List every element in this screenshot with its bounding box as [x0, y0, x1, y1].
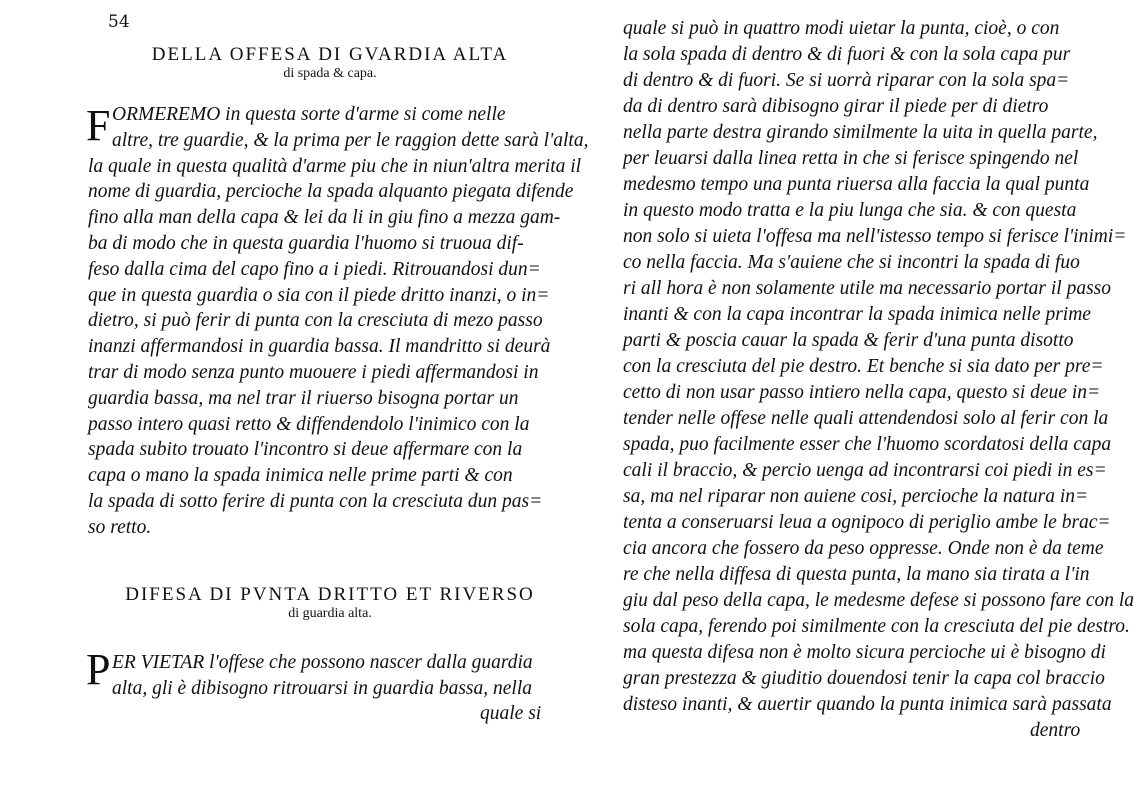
- text-line: tender nelle offese nelle quali attendendosi solo al ferir con la: [623, 408, 1109, 429]
- page-number: 54: [108, 12, 130, 32]
- text-line: fino alla man della capa & lei da li in giu fino a mezza gam-: [88, 207, 561, 229]
- section-subtitle-offesa: di spada & capa.: [283, 66, 377, 81]
- text-line: in questo modo tratta e la piu lunga che sia. & con questa: [623, 200, 1077, 221]
- text-line: cia ancora che fossero da peso oppresse. Onde non è da teme: [623, 538, 1104, 559]
- text-line: sola capa, ferendo poi similmente con la cresciuta del pie destro.: [623, 616, 1130, 637]
- text-line: ri all hora è non solamente utile ma necessario portar il passo: [623, 278, 1112, 299]
- text-line: alta, gli è dibisogno ritrouarsi in guardia bassa, nella: [112, 677, 533, 699]
- text-line: capa o mano la spada inimica nelle prime parti & con: [88, 465, 513, 487]
- text-line: spada, puo facilmente esser che l'huomo scordatosi della capa: [623, 434, 1112, 455]
- text-line: quale si: [480, 703, 542, 724]
- section-subtitle-difesa: di guardia alta.: [288, 606, 372, 621]
- dropcap-p: P: [86, 645, 111, 694]
- text-line: la quale in questa qualità d'arme piu che in niun'altra merita il: [88, 155, 582, 177]
- text-line: ER VIETAR l'offese che possono nascer dalla guardia: [112, 652, 533, 673]
- text-line: ba di modo che in questa guardia l'huomo si truoua dif-: [88, 233, 524, 254]
- text-line: passo intero quasi retto & diffendendolo l'inimico con la: [88, 413, 530, 435]
- text-line: cali il braccio, & percio uenga ad incontrarsi coi piedi in es=: [623, 460, 1107, 481]
- text-line: con la cresciuta del pie destro. Et benche si sia dato per pre=: [623, 356, 1104, 377]
- text-line: la spada di sotto ferire di punta con la cresciuta dun pas=: [88, 491, 543, 512]
- text-line: cetto di non usar passo intiero nella capa, questo si deue in=: [623, 382, 1101, 403]
- text-line: di dentro & di fuori. Se si uorrà riparar con la sola spa=: [623, 70, 1070, 91]
- text-line: non solo si uieta l'offesa ma nell'istesso tempo si ferisce l'inimi=: [623, 226, 1127, 247]
- section-title-difesa: DIFESA DI PVNTA DRITTO ET RIVERSO: [125, 584, 535, 605]
- text-line: co nella faccia. Ma s'auiene che si incontri la spada di fuo: [623, 252, 1080, 273]
- text-line: dietro, si può ferir di punta con la cresciuta di mezo passo: [88, 310, 543, 332]
- text-line: so retto.: [88, 516, 152, 538]
- text-line: re che nella diffesa di questa punta, la mano sia tirata a l'in: [623, 564, 1090, 585]
- text-line: nella parte destra girando similmente la uita in quella parte,: [623, 122, 1098, 143]
- text-line: nome di guardia, percioche la spada alquanto piegata difende: [88, 181, 574, 203]
- text-line: medesmo tempo una punta riuersa alla faccia la qual punta: [623, 174, 1090, 195]
- text-line: da di dentro sarà dibisogno girar il piede per di dietro: [623, 96, 1049, 117]
- text-line: trar di modo senza punto muouere i piedi affermandosi in: [88, 362, 539, 383]
- text-line: per leuarsi dalla linea retta in che si ferisce spingendo nel: [623, 148, 1079, 169]
- text-line: ma questa difesa non è molto sicura percioche ui è bisogno di: [623, 642, 1106, 663]
- dropcap-f: F: [86, 101, 111, 150]
- section-title-offesa: DELLA OFFESA DI GVARDIA ALTA: [151, 44, 509, 65]
- text-line: spada subito trouato l'incontro si deue affermare con la: [88, 439, 523, 461]
- text-line: disteso inanti, & auertir quando la punta inimica sarà passata: [623, 694, 1112, 715]
- text-line: giu dal peso della capa, le medesme defese si possono fare con la: [623, 590, 1135, 611]
- text-line: quale si può in quattro modi uietar la punta, cioè, o con: [623, 18, 1060, 39]
- text-line: inanti & con la capa incontrar la spada inimica nelle prime: [623, 304, 1091, 325]
- text-line: feso dalla cima del capo fino a i piedi. Ritrouandosi dun=: [88, 258, 541, 280]
- text-line: tenta a conseruarsi leua a ognipoco di periglio ambe le brac=: [623, 512, 1111, 533]
- text-line: inanzi affermandosi in guardia bassa. Il mandritto si deurà: [88, 336, 551, 358]
- text-line: gran prestezza & giuditio douendosi tenir la capa col braccio: [623, 668, 1105, 689]
- text-line: ORMEREMO in questa sorte d'arme si come nelle: [112, 104, 506, 125]
- text-line: sa, ma nel riparar non auiene cosi, percioche la natura in=: [623, 486, 1089, 507]
- text-line: que in questa guardia o sia con il piede dritto inanzi, o in=: [88, 284, 550, 306]
- text-line: guardia bassa, ma nel trar il riuerso bisogna portar un: [88, 387, 519, 409]
- text-line: altre, tre guardie, & la prima per le raggion dette sarà l'alta,: [112, 129, 589, 151]
- text-line: dentro: [1030, 720, 1081, 741]
- right-page: [575, 0, 1142, 800]
- text-line: la sola spada di dentro & di fuori & con la sola capa pur: [623, 44, 1071, 65]
- text-line: parti & poscia cauar la spada & ferir d'una punta disotto: [623, 330, 1074, 351]
